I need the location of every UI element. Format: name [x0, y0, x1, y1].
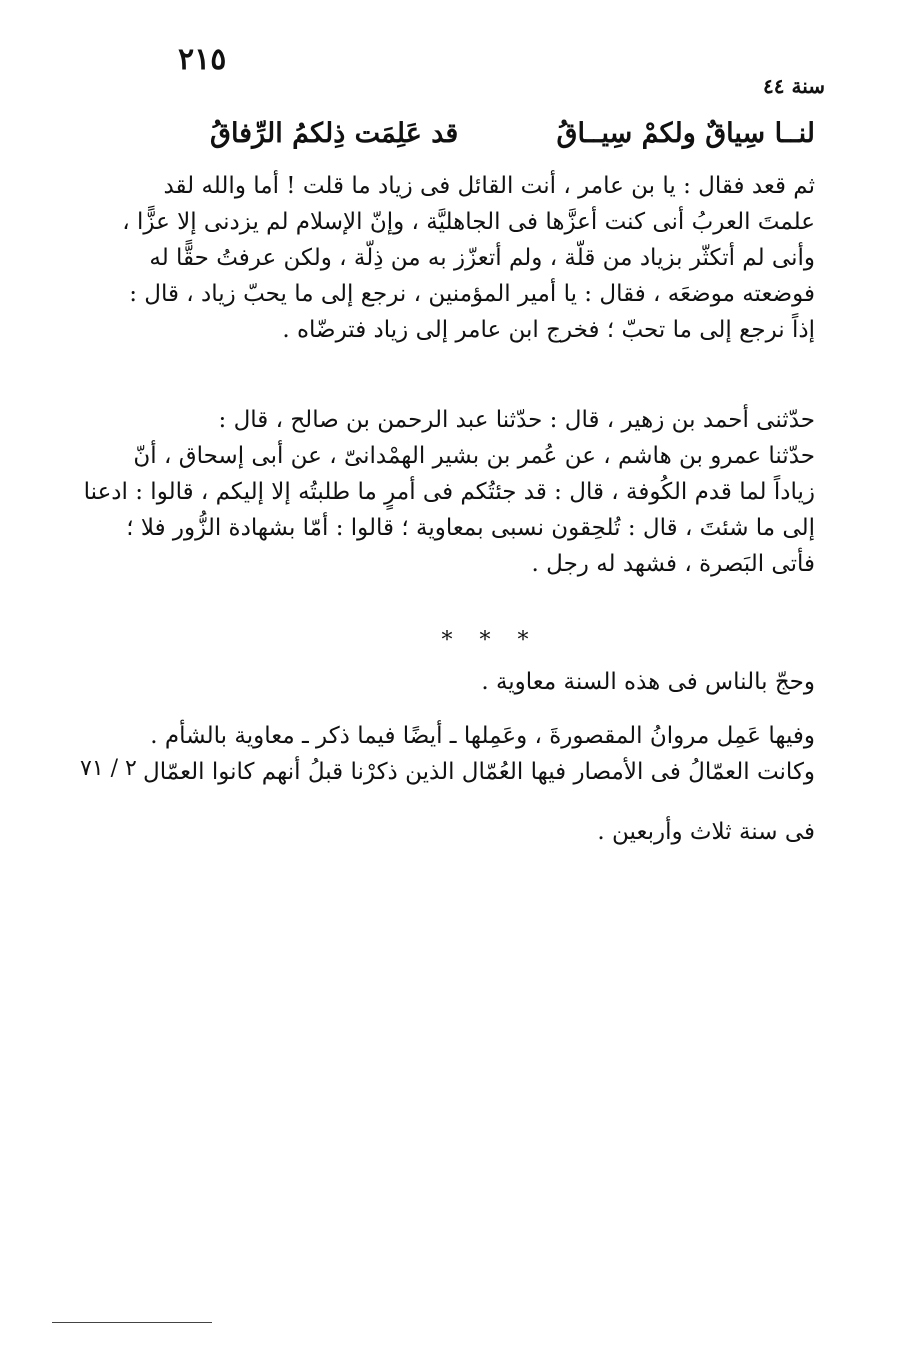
text-line: وكانت العمّالُ فى الأمصار فيها العُمّال الذين ذكرْنا قبلُ أنهم كانوا العمّال: [143, 759, 815, 785]
text-line: إذاً نرجع إلى ما تحبّ ؛ فخرج ابن عامر إلى زياد فترضّاه .: [282, 317, 815, 343]
text-line: فوضعته موضعَه ، فقال : يا أمير المؤمنين ، نرجع إلى ما يحبّ زياد ، قال :: [129, 281, 815, 307]
text-line: وحجّ بالناس فى هذه السنة معاوية .: [481, 669, 815, 695]
verse-hemistich-right: لنــا سِياقٌ ولكمْ سِيــاقُ: [556, 118, 815, 149]
paragraph-1: [122, 168, 815, 348]
paragraph-2: [83, 402, 815, 582]
paragraph-5: [170, 814, 815, 850]
footer-rule: [52, 1322, 212, 1323]
text-line: وفيها عَمِل مروانُ المقصورةَ ، وعَمِلها ـ أيضًا فيما ذكر ـ معاوية بالشأم .: [150, 723, 815, 749]
margin-reference: ٢ / ٧١: [80, 756, 137, 781]
paragraph-3: [170, 664, 815, 700]
verse-hemistich-left: قد عَلِمَت ذِلكمُ الرِّفاقُ: [210, 118, 459, 149]
text-line: علمتَ العربُ أنى كنت أعزَّها فى الجاهليَّة ، وإنّ الإسلام لم يزدنى إلا عزًّا ،: [122, 209, 815, 235]
paragraph-4: [143, 718, 815, 790]
running-head: سنة ٤٤: [763, 74, 825, 98]
poetry-verse: [210, 118, 815, 149]
text-line: إلى ما شئتَ ، قال : تُلحِقون نسبى بمعاوية ؛ قالوا : أمّا بشهادة الزُّور فلا ؛: [126, 515, 815, 541]
text-line: وأنى لم أتكثّر بزياد من قلّة ، ولم أتعزّز به من ذِلّة ، ولكن عرفتُ حقًّا له: [149, 245, 815, 271]
text-line: حدّثنا عمرو بن هاشم ، عن عُمر بن بشير الهمْدانىّ ، عن أبى إسحاق ، أنّ: [133, 443, 815, 469]
section-divider: * * *: [441, 628, 539, 653]
text-line: زياداً لما قدم الكُوفة ، قال : قد جئتُكم فى أمرٍ ما طلبتُه إلا إليكم ، قالوا : ادعنا: [83, 479, 815, 505]
text-line: حدّثنى أحمد بن زهير ، قال : حدّثنا عبد الرحمن بن صالح ، قال :: [218, 407, 815, 433]
text-line: فأتى البَصرة ، فشهد له رجل .: [531, 551, 815, 577]
page-number: ٢١٥: [178, 42, 227, 77]
text-line: ثم قعد فقال : يا بن عامر ، أنت القائل فى زياد ما قلت ! أما والله لقد: [163, 173, 815, 199]
text-line: فى سنة ثلاث وأربعين .: [597, 819, 815, 845]
